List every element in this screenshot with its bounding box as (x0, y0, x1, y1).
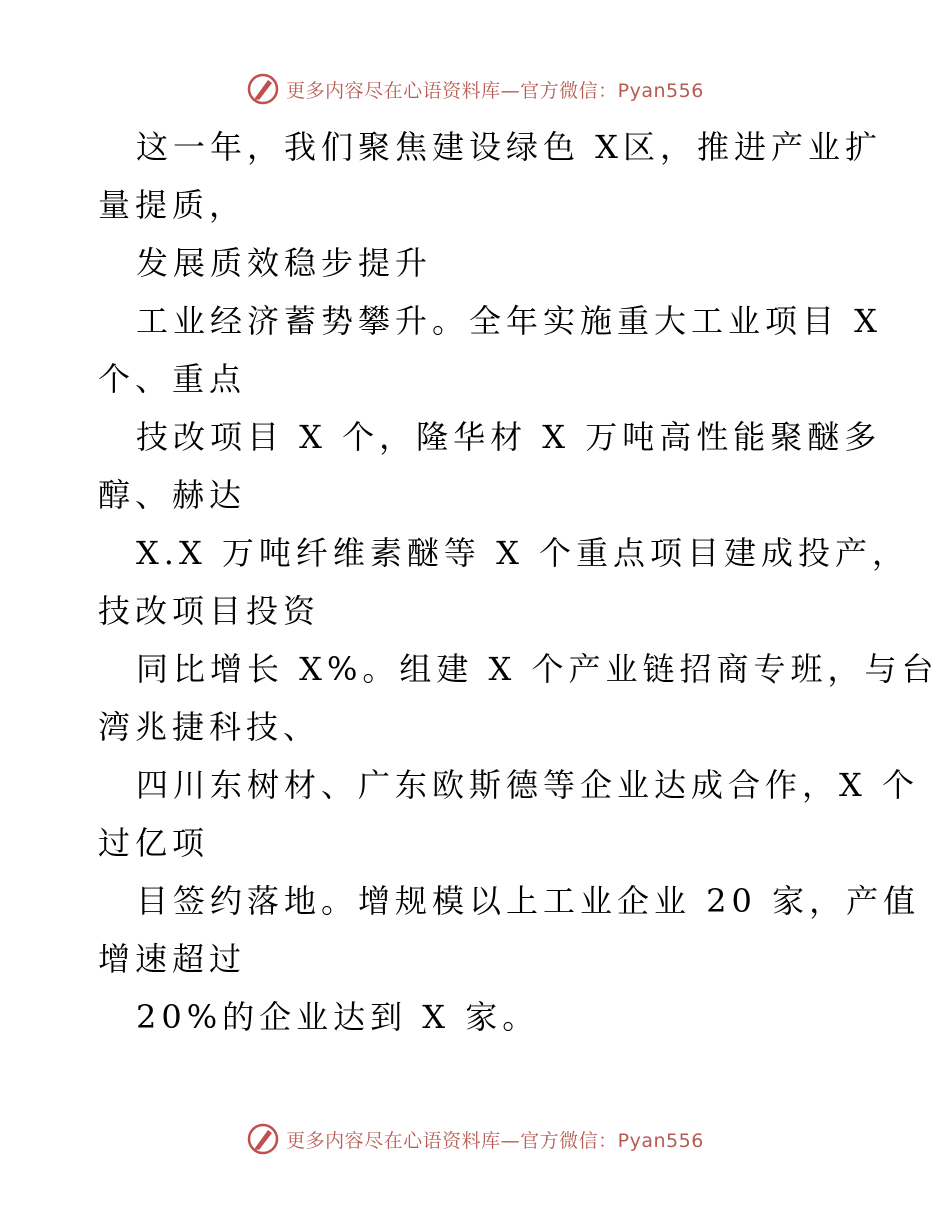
quill-pen-logo-icon (246, 1122, 280, 1156)
text-line: 技改项目投资 (98, 592, 321, 630)
text-line: 这一年，我们聚焦建设绿色 X区，推进产业扩 (136, 128, 882, 166)
text-line: 增速超过 (98, 940, 247, 978)
footer-banner-text: 更多内容尽在心语资料库—官方微信：Pyan556 (286, 1129, 704, 1152)
text-line: 个、重点 (98, 360, 247, 398)
text-line: 技改项目 X 个，隆华材 X 万吨高性能聚醚多 (136, 418, 882, 456)
text-line: 醇、赫达 (98, 476, 247, 514)
text-line: 20%的企业达到 X 家。 (136, 998, 540, 1036)
text-line: 量提质， (98, 186, 247, 224)
text-line: 工业经济蓄势攀升。全年实施重大工业项目 X (136, 302, 882, 340)
quill-pen-logo-icon (246, 72, 280, 106)
text-line: 发展质效稳步提升 (136, 244, 433, 282)
text-line: 湾兆捷科技、 (98, 708, 321, 746)
text-line: 同比增长 X%。组建 X 个产业链招商专班，与台 (136, 650, 939, 688)
document-body (98, 118, 939, 1046)
header-banner-text: 更多内容尽在心语资料库—官方微信：Pyan556 (286, 79, 704, 102)
footer-banner (0, 1122, 950, 1156)
text-line: 四川东树材、广东欧斯德等企业达成合作，X 个 (136, 766, 919, 804)
text-line: 目签约落地。增规模以上工业企业 20 家，产值 (136, 882, 921, 920)
text-line: X.X 万吨纤维素醚等 X 个重点项目建成投产， (136, 534, 910, 572)
text-line: 过亿项 (98, 824, 210, 862)
header-banner (0, 72, 950, 106)
